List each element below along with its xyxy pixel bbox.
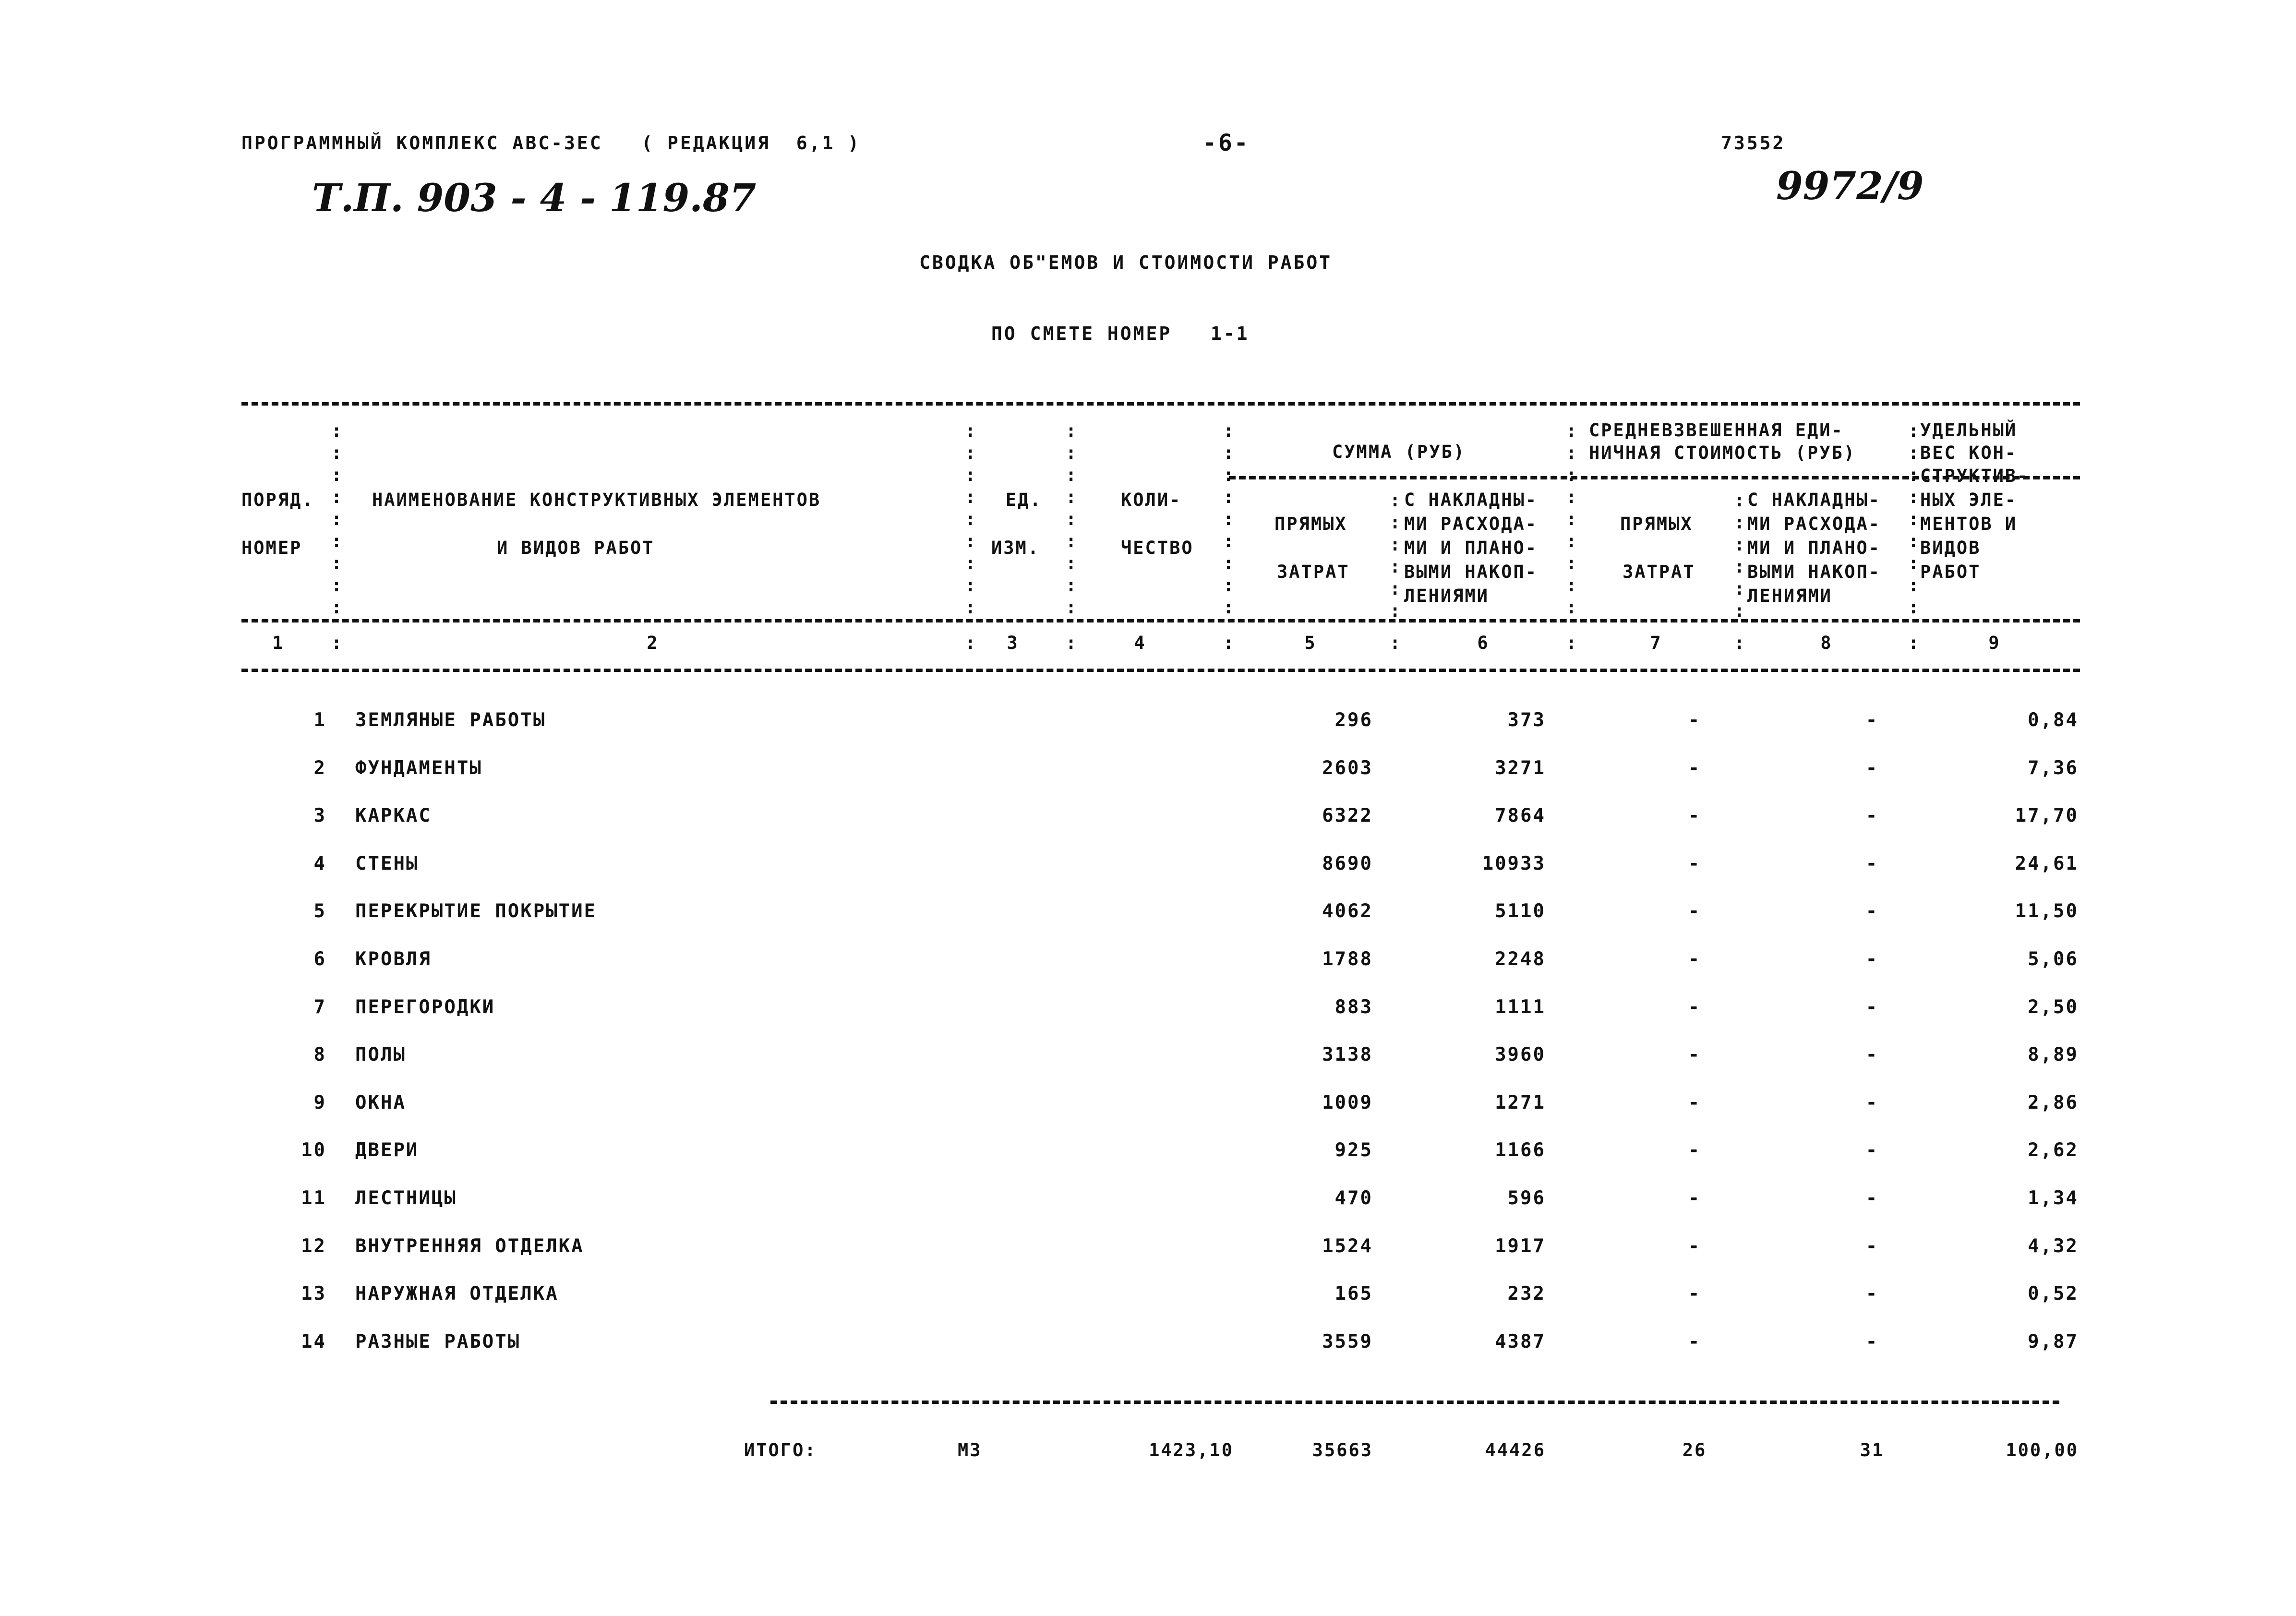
row-unit-overhead: - [1865, 948, 1879, 970]
colnum-2: 2 [647, 633, 659, 653]
row-overhead-cost: 596 [1507, 1187, 1546, 1209]
total-share: 100,00 [2006, 1440, 2079, 1460]
row-share: 7,36 [2028, 757, 2079, 779]
colnum-sep-5: : [1390, 633, 1401, 653]
row-unit-direct: - [1688, 1139, 1701, 1161]
row-name: СТЕНЫ [355, 853, 419, 874]
hdr-col9-l7: РАБОТ [1920, 562, 1981, 582]
project-code: Т.П. 903 - 4 - 119.87 [312, 175, 757, 220]
row-unit-overhead: - [1865, 996, 1879, 1018]
hdr-col4-l1: КОЛИ- [1121, 490, 1182, 510]
row-share: 0,52 [2028, 1283, 2079, 1305]
row-share: 24,61 [2015, 853, 2079, 874]
row-number: 5 [313, 900, 326, 922]
row-overhead-cost: 5110 [1495, 900, 1546, 922]
row-unit-overhead: - [1865, 1044, 1879, 1065]
row-unit-direct: - [1688, 996, 1701, 1018]
colnum-sep-2: : [965, 633, 976, 653]
row-direct-cost: 2603 [1322, 757, 1373, 779]
colnum-8: 8 [1820, 633, 1833, 653]
row-unit-direct: - [1688, 948, 1701, 970]
row-unit-direct: - [1688, 1283, 1701, 1305]
sep-4: : : : : : : : : : [1223, 420, 1234, 618]
row-unit-overhead: - [1865, 805, 1879, 826]
hdr-col6-l3: МИ И ПЛАНО- [1404, 538, 1538, 558]
row-unit-direct: - [1688, 805, 1701, 826]
total-rule [770, 1401, 2059, 1404]
row-name: КАРКАС [355, 805, 432, 826]
row-number: 14 [301, 1331, 326, 1353]
colnum-9: 9 [1988, 633, 2001, 653]
hdr-col8-l5: ЛЕНИЯМИ [1747, 586, 1832, 606]
row-name: ЛЕСТНИЦЫ [355, 1187, 457, 1209]
colnum-sep-8: : [1908, 633, 1919, 653]
row-number: 10 [301, 1139, 326, 1161]
row-share: 11,50 [2015, 900, 2079, 922]
row-unit-overhead: - [1865, 1139, 1879, 1161]
hdr-col9-l2: ВЕС КОН- [1920, 443, 2018, 463]
total-overhead: 44426 [1485, 1440, 1546, 1460]
row-name: ЗЕМЛЯНЫЕ РАБОТЫ [355, 709, 546, 731]
hdr-col8-l1: С НАКЛАДНЫ- [1747, 490, 1881, 510]
table-top-rule [241, 402, 2080, 406]
sep-8: : : : : : : : : : [1908, 420, 1919, 618]
row-share: 0,84 [2028, 709, 2079, 731]
row-unit-overhead: - [1865, 1331, 1879, 1353]
row-overhead-cost: 4387 [1495, 1331, 1546, 1353]
hdr-col9-l6: ВИДОВ [1920, 538, 1981, 558]
row-unit-direct: - [1688, 1092, 1701, 1113]
row-unit-direct: - [1688, 900, 1701, 922]
sep-5: : : : : : : [1390, 490, 1401, 621]
row-direct-cost: 6322 [1322, 805, 1373, 826]
row-overhead-cost: 10933 [1482, 853, 1546, 874]
row-name: ДВЕРИ [355, 1139, 419, 1161]
hdr-unit-group-l1: СРЕДНЕВЗВЕШЕННАЯ ЕДИ- [1589, 420, 1844, 441]
row-name: ПЕРЕГОРОДКИ [355, 996, 495, 1018]
colnum-7: 7 [1650, 633, 1662, 653]
row-overhead-cost: 1917 [1495, 1235, 1546, 1257]
row-name: ПОЛЫ [355, 1044, 406, 1065]
row-direct-cost: 4062 [1322, 900, 1373, 922]
total-unit-overhead: 31 [1860, 1440, 1885, 1460]
row-overhead-cost: 3271 [1495, 757, 1546, 779]
row-overhead-cost: 7864 [1495, 805, 1546, 826]
colnum-1: 1 [272, 633, 285, 653]
total-unit-direct: 26 [1682, 1440, 1707, 1460]
row-number: 13 [301, 1283, 326, 1305]
row-number: 9 [313, 1092, 326, 1113]
sep-7: : : : : : : [1734, 490, 1745, 621]
row-number: 8 [313, 1044, 326, 1065]
row-direct-cost: 883 [1334, 996, 1373, 1018]
hdr-col9-l5: МЕНТОВ И [1920, 514, 2018, 534]
row-share: 17,70 [2015, 805, 2079, 826]
colnum-bottom-rule [241, 669, 2080, 672]
hdr-col8-l2: МИ РАСХОДА- [1747, 514, 1881, 534]
row-overhead-cost: 232 [1507, 1283, 1546, 1305]
row-direct-cost: 1009 [1322, 1092, 1373, 1113]
total-label: ИТОГО: [744, 1440, 817, 1460]
doc-number: 73552 [1721, 132, 1786, 154]
hdr-col3-l1: ЕД. [1006, 490, 1042, 510]
hdr-col8-l3: МИ И ПЛАНО- [1747, 538, 1881, 558]
colnum-separators: : [331, 633, 342, 653]
row-unit-direct: - [1688, 1331, 1701, 1353]
hdr-col2-l1: НАИМЕНОВАНИЕ КОНСТРУКТИВНЫХ ЭЛЕМЕНТОВ [372, 490, 821, 510]
row-unit-overhead: - [1865, 1092, 1879, 1113]
row-share: 4,32 [2028, 1235, 2079, 1257]
hdr-col5-l2: ЗАТРАТ [1277, 562, 1350, 582]
row-unit-overhead: - [1865, 757, 1879, 779]
sep-1: : : : : : : : : : [331, 420, 342, 618]
row-number: 11 [301, 1187, 326, 1209]
row-number: 7 [313, 996, 326, 1018]
row-name: ФУНДАМЕНТЫ [355, 757, 482, 779]
document-subtitle: ПО СМЕТЕ НОМЕР 1-1 [991, 323, 1250, 344]
colnum-3: 3 [1007, 633, 1019, 653]
row-overhead-cost: 3960 [1495, 1044, 1546, 1065]
row-unit-overhead: - [1865, 709, 1879, 731]
row-overhead-cost: 1166 [1495, 1139, 1546, 1161]
sep-3: : : : : : : : : : [1066, 420, 1077, 618]
row-number: 3 [313, 805, 326, 826]
row-direct-cost: 8690 [1322, 853, 1373, 874]
row-share: 2,86 [2028, 1092, 2079, 1113]
colnum-6: 6 [1477, 633, 1490, 653]
total-direct: 35663 [1312, 1440, 1373, 1460]
document-title: СВОДКА ОБ"ЕМОВ И СТОИМОСТИ РАБОТ [919, 252, 1333, 273]
row-unit-direct: - [1688, 1187, 1701, 1209]
row-number: 1 [313, 709, 326, 731]
colnum-4: 4 [1134, 633, 1146, 653]
hdr-col6-l5: ЛЕНИЯМИ [1404, 586, 1489, 606]
hdr-sum-group: СУММА (РУБ) [1332, 442, 1466, 462]
row-unit-direct: - [1688, 853, 1701, 874]
hdr-col1-l1: ПОРЯД. [241, 490, 314, 510]
hdr-col9-l3: СТРУКТИВ- [1920, 466, 2030, 486]
hdr-col8-l4: ВЫМИ НАКОП- [1747, 562, 1881, 582]
header-bottom-rule [241, 619, 2080, 622]
row-overhead-cost: 373 [1507, 709, 1546, 731]
row-overhead-cost: 2248 [1495, 948, 1546, 970]
row-share: 2,50 [2028, 996, 2079, 1018]
row-number: 12 [301, 1235, 326, 1257]
row-unit-direct: - [1688, 1235, 1701, 1257]
colnum-sep-6: : [1566, 633, 1577, 653]
row-direct-cost: 165 [1334, 1283, 1373, 1305]
row-share: 8,89 [2028, 1044, 2079, 1065]
row-name: ПЕРЕКРЫТИЕ ПОКРЫТИЕ [355, 900, 597, 922]
row-direct-cost: 3138 [1322, 1044, 1373, 1065]
hdr-col7-l1: ПРЯМЫХ [1620, 514, 1693, 534]
row-overhead-cost: 1271 [1495, 1092, 1546, 1113]
row-direct-cost: 3559 [1322, 1331, 1373, 1353]
row-number: 2 [313, 757, 326, 779]
row-name: РАЗНЫЕ РАБОТЫ [355, 1331, 521, 1353]
row-unit-direct: - [1688, 1044, 1701, 1065]
row-share: 5,06 [2028, 948, 2079, 970]
hdr-unit-group-l2: НИЧНАЯ СТОИМОСТЬ (РУБ) [1589, 443, 1856, 463]
page-number: -6- [1202, 130, 1250, 156]
hdr-col3-l2: ИЗМ. [991, 538, 1040, 558]
row-unit-overhead: - [1865, 853, 1879, 874]
hdr-col6-l2: МИ РАСХОДА- [1404, 514, 1538, 534]
colnum-sep-7: : [1734, 633, 1745, 653]
row-overhead-cost: 1111 [1495, 996, 1546, 1018]
total-unit: М3 [958, 1440, 982, 1460]
colnum-5: 5 [1304, 633, 1317, 653]
row-direct-cost: 1788 [1322, 948, 1373, 970]
row-unit-overhead: - [1865, 1187, 1879, 1209]
row-share: 1,34 [2028, 1187, 2079, 1209]
row-name: НАРУЖНАЯ ОТДЕЛКА [355, 1283, 559, 1305]
sep-2: : : : : : : : : : [965, 420, 976, 618]
hdr-col4-l2: ЧЕСТВО [1121, 538, 1194, 558]
row-direct-cost: 925 [1334, 1139, 1373, 1161]
row-unit-direct: - [1688, 709, 1701, 731]
row-name: КРОВЛЯ [355, 948, 432, 970]
row-unit-overhead: - [1865, 900, 1879, 922]
hdr-col9-l4: НЫХ ЭЛЕ- [1920, 490, 2018, 510]
row-direct-cost: 296 [1334, 709, 1373, 731]
row-unit-overhead: - [1865, 1283, 1879, 1305]
row-name: ВНУТРЕННЯЯ ОТДЕЛКА [355, 1235, 584, 1257]
row-direct-cost: 1524 [1322, 1235, 1373, 1257]
row-direct-cost: 470 [1334, 1187, 1373, 1209]
hdr-col7-l2: ЗАТРАТ [1623, 562, 1695, 582]
row-name: ОКНА [355, 1092, 406, 1113]
row-unit-direct: - [1688, 757, 1701, 779]
colnum-sep-3: : [1066, 633, 1077, 653]
hdr-col5-l1: ПРЯМЫХ [1274, 514, 1347, 534]
hdr-col6-l1: С НАКЛАДНЫ- [1404, 490, 1538, 510]
row-share: 2,62 [2028, 1139, 2079, 1161]
hdr-col9-l1: УДЕЛЬНЫЙ [1920, 420, 2018, 441]
hdr-col2-l2: И ВИДОВ РАБОТ [497, 538, 655, 558]
hdr-col6-l4: ВЫМИ НАКОП- [1404, 562, 1538, 582]
row-share: 9,87 [2028, 1331, 2079, 1353]
sep-6: : : : : : : : : : [1566, 420, 1577, 618]
total-qty: 1423,10 [1149, 1440, 1234, 1460]
row-unit-overhead: - [1865, 1235, 1879, 1257]
sheet-code: 9972/9 [1776, 163, 1924, 208]
colnum-sep-4: : [1223, 633, 1234, 653]
row-number: 4 [313, 853, 326, 874]
row-number: 6 [313, 948, 326, 970]
program-line: ПРОГРАММНЫЙ КОМПЛЕКС АВС-ЗЕС ( РЕДАКЦИЯ 6,1 ) [241, 132, 861, 154]
hdr-col1-l2: НОМЕР [241, 538, 302, 558]
